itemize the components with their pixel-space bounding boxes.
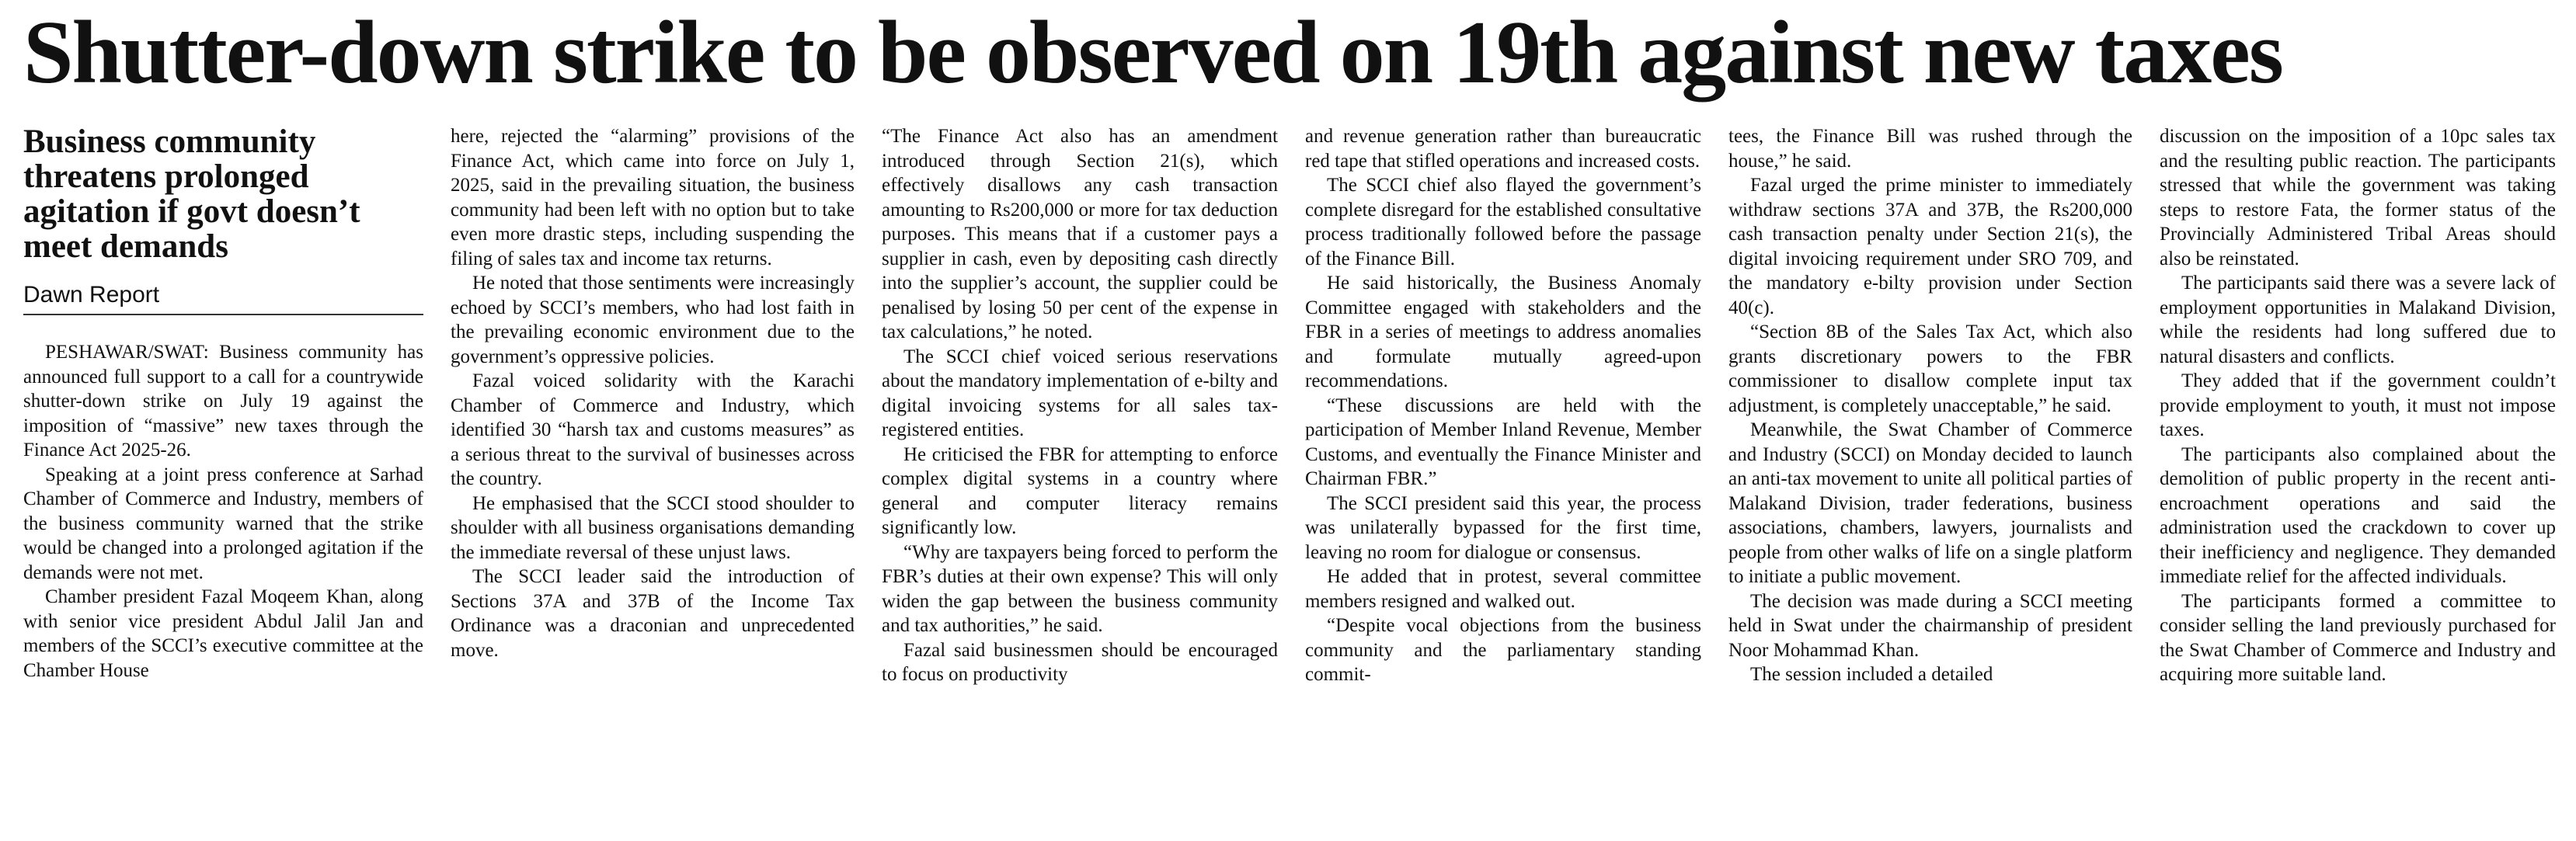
paragraph: “Section 8B of the Sales Tax Act, which also grants discretionary powers to the FBR commissioner to disallow complete input tax adjustment, is completely unacceptable,” he said. [1728,321,2132,416]
column-3 [882,124,1278,835]
headline: Shutter-down strike to be observed on 19th against new taxes [23,3,2282,103]
byline-divider [23,314,423,315]
kicker-subheadline: Business community threatens prolonged agitation if govt doesn’t meet demands [23,124,360,265]
paragraph: He emphasised that the SCCI stood shoulder to shoulder with all business organisations demanding the immediate reversal of these unjust laws. [451,492,855,563]
column-5 [1728,124,2132,835]
paragraph: The participants formed a committee to consider selling the land previously purchased for the Swat Chamber of Commerce and Industry and acquiring more suitable land. [2160,590,2556,685]
paragraph: Fazal said businessmen should be encouraged to focus on productivity [882,639,1278,685]
paragraph: tees, the Finance Bill was rushed through the house,” he said. [1728,126,2132,172]
paragraph: The SCCI president said this year, the process was unilaterally bypassed for the first time, leaving no room for dialogue or consensus. [1305,492,1701,563]
column-4 [1305,124,1701,835]
paragraph: The decision was made during a SCCI meeting held in Swat under the chairmanship of president Noor Mohammad Khan. [1728,590,2132,661]
column-body [23,340,423,683]
paragraph: “Why are taxpayers being forced to perform the FBR’s duties at their own expense? This will only widen the gap between the business community and tax authorities,” he said. [882,541,1278,636]
paragraph: “These discussions are held with the participation of Member Inland Revenue, Member Customs, and eventually the Finance Minister and Chairman FBR.” [1305,394,1701,489]
paragraph: here, rejected the “alarming” provisions of the Finance Act, which came into force on July 1, 2025, said in the prevailing situation, the business community had been left with no option but to take even more drastic steps, including suspending the filing of sales tax and income tax returns. [451,126,855,269]
paragraph: The session included a detailed [1750,664,1993,685]
paragraph: and revenue generation rather than bureaucratic red tape that stifled operations and increased costs. [1305,126,1701,172]
paragraph: The SCCI chief also flayed the government’s complete disregard for the established consultative process traditionally followed before the passage of the Finance Bill. [1305,175,1701,269]
paragraph: Fazal urged the prime minister to immediately withdraw sections 37A and 37B, the Rs200,000 cash transaction penalty under Section 21(s), the digital invoicing requirement under SRO 709, and the mandatory e-bilty provision under Section 40(c). [1728,175,2132,318]
paragraph: discussion on the imposition of a 10pc sales tax and the resulting public reaction. The participants stressed that while the government was taking steps to restore Fata, the former status of the Provincially Administered Tribal Areas should also be reinstated. [2160,126,2556,269]
paragraph: The participants said there was a severe lack of employment opportunities in Malakand Division, while the residents had long suffered due to natural disasters and conflicts. [2160,273,2556,367]
column-1 [23,124,423,835]
paragraph: Meanwhile, the Swat Chamber of Commerce and Industry (SCCI) on Monday decided to launch an anti-tax movement to unite all political parties of Malakand Division, trader federations, business associations, chambers, lawyers, journalists and people from other walks of life on a single platform to initiate a public movement. [1728,419,2132,587]
paragraph: Speaking at a joint press conference at Sarhad Chamber of Commerce and Industry, members of the business community warned that the strike would be changed into a prolonged agitation if the demands were not met. [23,464,423,583]
paragraph: They added that if the government couldn’t provide employment to youth, it must not impose taxes. [2160,370,2556,440]
column-6 [2160,124,2556,835]
paragraph: Chamber president Fazal Moqeem Khan, along with senior vice president Abdul Jalil Jan and members of the SCCI’s executive committee at the Chamber House [23,586,423,681]
paragraph: The SCCI leader said the introduction of Sections 37A and 37B of the Income Tax Ordinance was a draconian and unprecedented move. [451,566,855,661]
byline: Dawn Report [23,282,160,308]
paragraph: Fazal voiced solidarity with the Karachi Chamber of Commerce and Industry, which identified 30 “harsh tax and customs measures” as a serious threat to the survival of businesses across the country. [451,370,855,489]
paragraph: The SCCI chief voiced serious reservations about the mandatory implementation of e-bilty and digital invoicing systems for all sales tax-registered entities. [882,346,1278,440]
paragraph: He said historically, the Business Anomaly Committee engaged with stakeholders and the FBR in a series of meetings to address anomalies and formulate mutually agreed-upon recommendations. [1305,273,1701,391]
paragraph: He criticised the FBR for attempting to enforce complex digital systems in a country where general and computer literacy remains significantly low. [882,443,1278,538]
paragraph: The participants also complained about the demolition of public property in the recent anti-encroachment operations and said the administration used the crackdown to cover up their inefficiency and negligence. They demanded immediate relief for the affected individuals. [2160,443,2556,587]
paragraph: He noted that those sentiments were increasingly echoed by SCCI’s members, who had lost faith in the prevailing economic environment due to the government’s oppressive policies. [451,273,855,367]
paragraph: “Despite vocal objections from the business community and the parliamentary standing commit- [1305,615,1701,685]
column-2 [451,124,855,835]
paragraph: He added that in protest, several committee members resigned and walked out. [1305,566,1701,612]
paragraph: PESHAWAR/SWAT: Business community has announced full support to a call for a countrywide shutter-down strike on July 19 against the imposition of “massive” new taxes through the Finance Act 2025-26. [23,342,423,460]
paragraph: “The Finance Act also has an amendment introduced through Section 21(s), which effectively disallows any cash transaction amounting to Rs200,000 or more for tax deduction purposes. This means that if a customer pays a supplier in cash, even by depositing cash directly into the supplier’s account, the supplier could be penalised by losing 50 per cent of the expense in tax calculations,” he noted. [882,126,1278,342]
